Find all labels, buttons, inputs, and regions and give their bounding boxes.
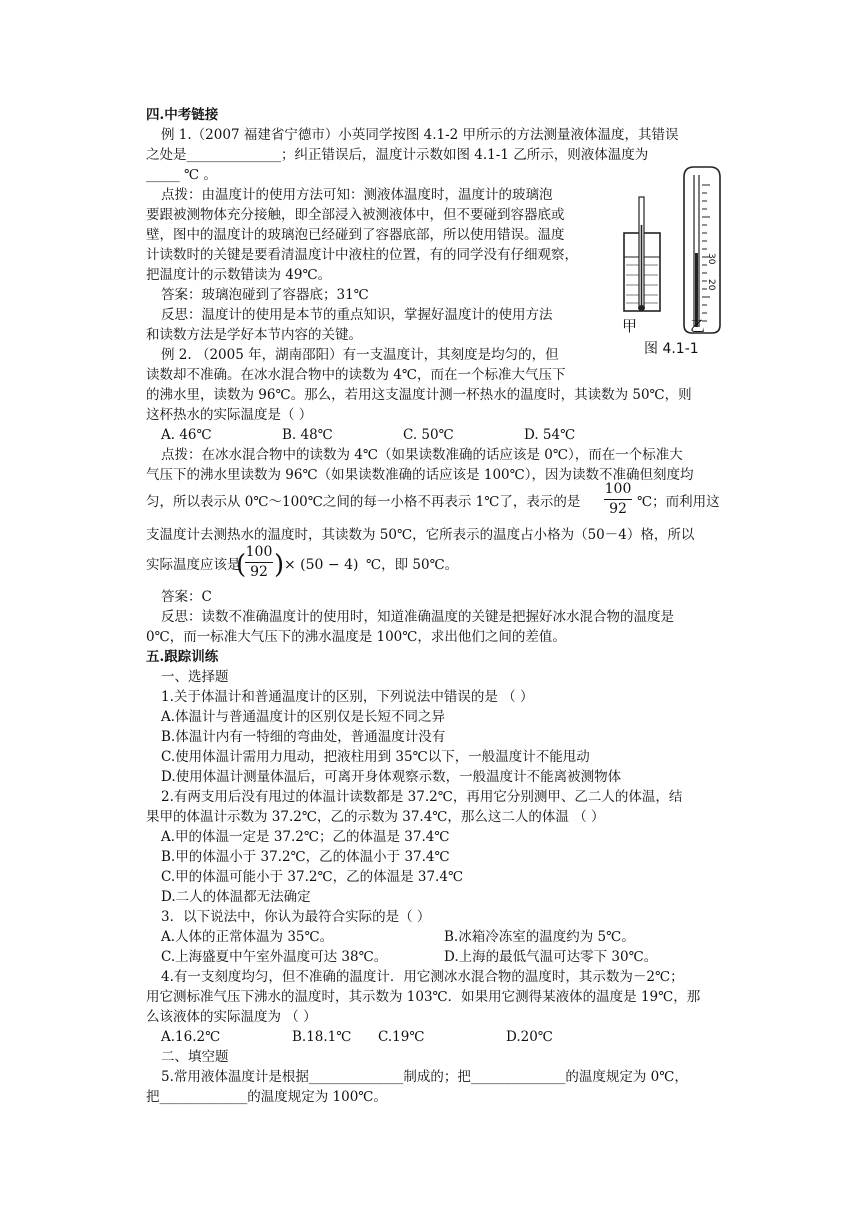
close-paren: ) [274,550,285,580]
example2-tip-line1: 点拨：在冰水混合物中的读数为 4℃（如果读数准确的话应该是 0℃），而在一个标准大 [161,447,683,463]
example2-line3: 的沸水里，读数为 96℃。那么，若用这支温度计测一杯热水的温度时，其读数为 50℃，则 [146,387,692,403]
section5-heading: 五.跟踪训练 [146,649,219,665]
example2-option-a: A. 46℃ [161,427,212,443]
example2-tip-line4: 支温度计去测热水的温度时，其读数为 50℃，它所表示的温度占小格为（50－4）格，所以 [146,527,695,543]
q2-option-a: A.甲的体温一定是 37.2℃；乙的体温是 37.4℃ [161,829,450,845]
example1-tip-line5: 把温度计的示数错读为 49℃。 [146,267,332,283]
q1-option-d: D.使用体温计测量体温后，可离开身体观察示数，一般温度计不能离被测物体 [161,769,622,785]
subheading-choice: 一、选择题 [161,669,229,685]
example1-reflect-line2: 和读数方法是学好本节内容的关键。 [146,327,362,343]
open-paren: ( [236,550,247,580]
scale-mark-30: 30 [706,253,716,265]
thermometer-figure [610,165,725,360]
example2-reflect-line2: 0℃，而一标准大气压下的沸水温度是 100℃，求出他们之间的差值。 [146,629,566,645]
fraction-100-over-92-second [245,544,273,581]
q4-stem-line1: 4.有一支刻度均匀，但不准确的温度计．用它测冰水混合物的温度时，其示数为－2℃； [161,969,684,985]
example2-tip-line5-start: 实际温度应该是 [146,557,241,573]
q3-option-c: C.上海盛夏中午室外温度可达 38℃。 [161,949,388,965]
q2-option-d: D.二人的体温都无法确定 [161,889,311,905]
q2-stem-line2: 果甲的体温计示数为 37.2℃，乙的示数为 37.4℃，那么这二人的体温 （ ） [146,809,605,825]
fraction-100-over-92 [604,481,632,518]
figure-label-yi: 乙 [690,317,706,335]
q4-option-b: B.18.1℃ [292,1029,352,1045]
q4-stem-line2: 用它测标准气压下沸水的温度时，其示数为 103℃．如果用它测得某液体的温度是 19℃，那 [146,989,701,1005]
example1-line2: 之处是______________；纠正错误后，温度计示数如图 4.1-1 乙所示，则液体温度为 [146,147,649,163]
fraction-numerator: 100 [245,544,273,560]
q4-option-d: D.20℃ [506,1029,553,1045]
example2-tip-line2: 气压下的沸水里读数为 96℃（如果读数准确的话应该是 100℃），因为读数不准确但刻度均 [146,467,694,483]
example1-line3: _____ ℃ 。 [146,167,217,183]
q3-option-a: A.人体的正常体温为 35℃。 [161,929,334,945]
example2-option-b: B. 48℃ [282,427,333,443]
q2-stem-line1: 2.有两支用后没有甩过的体温计读数都是 37.2℃，再用它分别测甲、乙二人的体温，结 [161,789,683,805]
fraction-denominator: 92 [250,564,268,580]
example2-line2: 读数却不准确。在冰水混合物中的读数为 4℃，而在一个标准大气压下 [146,367,566,383]
beaker-with-thermometer-drawing [624,197,660,311]
q4-stem-line3: 么该液体的实际温度为 （ ） [146,1009,317,1025]
example1-tip-line4: 计读数时的关键是要看清温度计中液柱的位置，有的同学没有仔细观察， [146,247,578,263]
q1-option-b: B.体温计内有一特细的弯曲处，普通温度计没有 [161,729,446,745]
q5-line1: 5.常用液体温度计是根据______________制成的；把______________的温度规定为 0℃， [161,1069,688,1085]
formula-product: × (50 − 4) [284,557,359,573]
figure-caption: 图 4.1-1 [644,341,699,357]
example2-option-d: D. 54℃ [524,427,576,443]
q3-option-d: D.上海的最低气温可达零下 30℃。 [444,949,658,965]
q2-option-b: B.甲的体温小于 37.2℃，乙的体温小于 37.4℃ [161,849,450,865]
q4-option-c: C.19℃ [378,1029,425,1045]
section4-heading: 四.中考链接 [146,107,219,123]
example1-line1: 例 1.（2007 福建省宁德市）小英同学按图 4.1-2 甲所示的方法测量液体温度，其错误 [161,127,679,143]
example2-tip-line3-end: ℃；而利用这 [637,494,720,510]
q1-option-a: A.体温计与普通温度计的区别仅是长短不同之异 [161,709,446,725]
example1-answer: 答案：玻璃泡碰到了容器底；31℃ [161,287,369,303]
scale-mark-20: 20 [706,279,716,291]
figure-label-jia: 甲 [622,317,638,335]
example2-reflect-line1: 反思：读数不准确温度计的使用时，知道准确温度的关键是把握好冰水混合物的温度是 [161,609,674,625]
example1-reflect-line1: 反思：温度计的使用是本节的重点知识，掌握好温度计的使用方法 [161,307,553,323]
q3-option-b: B.冰箱冷冻室的温度约为 5℃。 [444,929,635,945]
example1-tip-line3: 壁，图中的温度计的玻璃泡已经碰到了容器底部，所以使用错误。温度 [146,227,565,243]
q4-option-a: A.16.2℃ [161,1029,221,1045]
q1-stem: 1.关于体温计和普通温度计的区别，下列说法中错误的是 （ ） [161,689,534,705]
example2-option-c: C. 50℃ [403,427,454,443]
q1-option-c: C.使用体温计需用力甩动，把液柱用到 35℃以下，一般温度计不能甩动 [161,749,590,765]
fraction-denominator: 92 [609,501,627,517]
thermometer-scale-drawing [684,167,720,333]
example2-line1: 例 2. （2005 年，湖南邵阳）有一支温度计，其刻度是均匀的，但 [161,347,559,363]
fraction-numerator: 100 [604,481,632,497]
q2-option-c: C.甲的体温可能小于 37.2℃，乙的体温是 37.4℃ [161,869,464,885]
subheading-fill-in: 二、填空题 [161,1049,229,1065]
example2-answer: 答案：C [161,589,212,605]
example1-tip-line1: 点拨：由温度计的使用方法可知：测液体温度时，温度计的玻璃泡 [161,187,553,203]
example2-tip-line3-start: 匀，所以表示从 0℃～100℃之间的每一小格不再表示 1℃了，表示的是 [146,494,581,510]
example2-line4: 这杯热水的实际温度是（ ） [146,407,313,423]
example2-tip-line5-end: ℃，即 50℃。 [366,557,459,573]
example1-tip-line2: 要跟被测物体充分接触，即全部浸入被测液体中，但不要碰到容器底或 [146,207,565,223]
q3-stem: 3．以下说法中，你认为最符合实际的是（ ） [161,909,431,925]
q5-line2: 把_____________的温度规定为 100℃。 [146,1089,387,1105]
